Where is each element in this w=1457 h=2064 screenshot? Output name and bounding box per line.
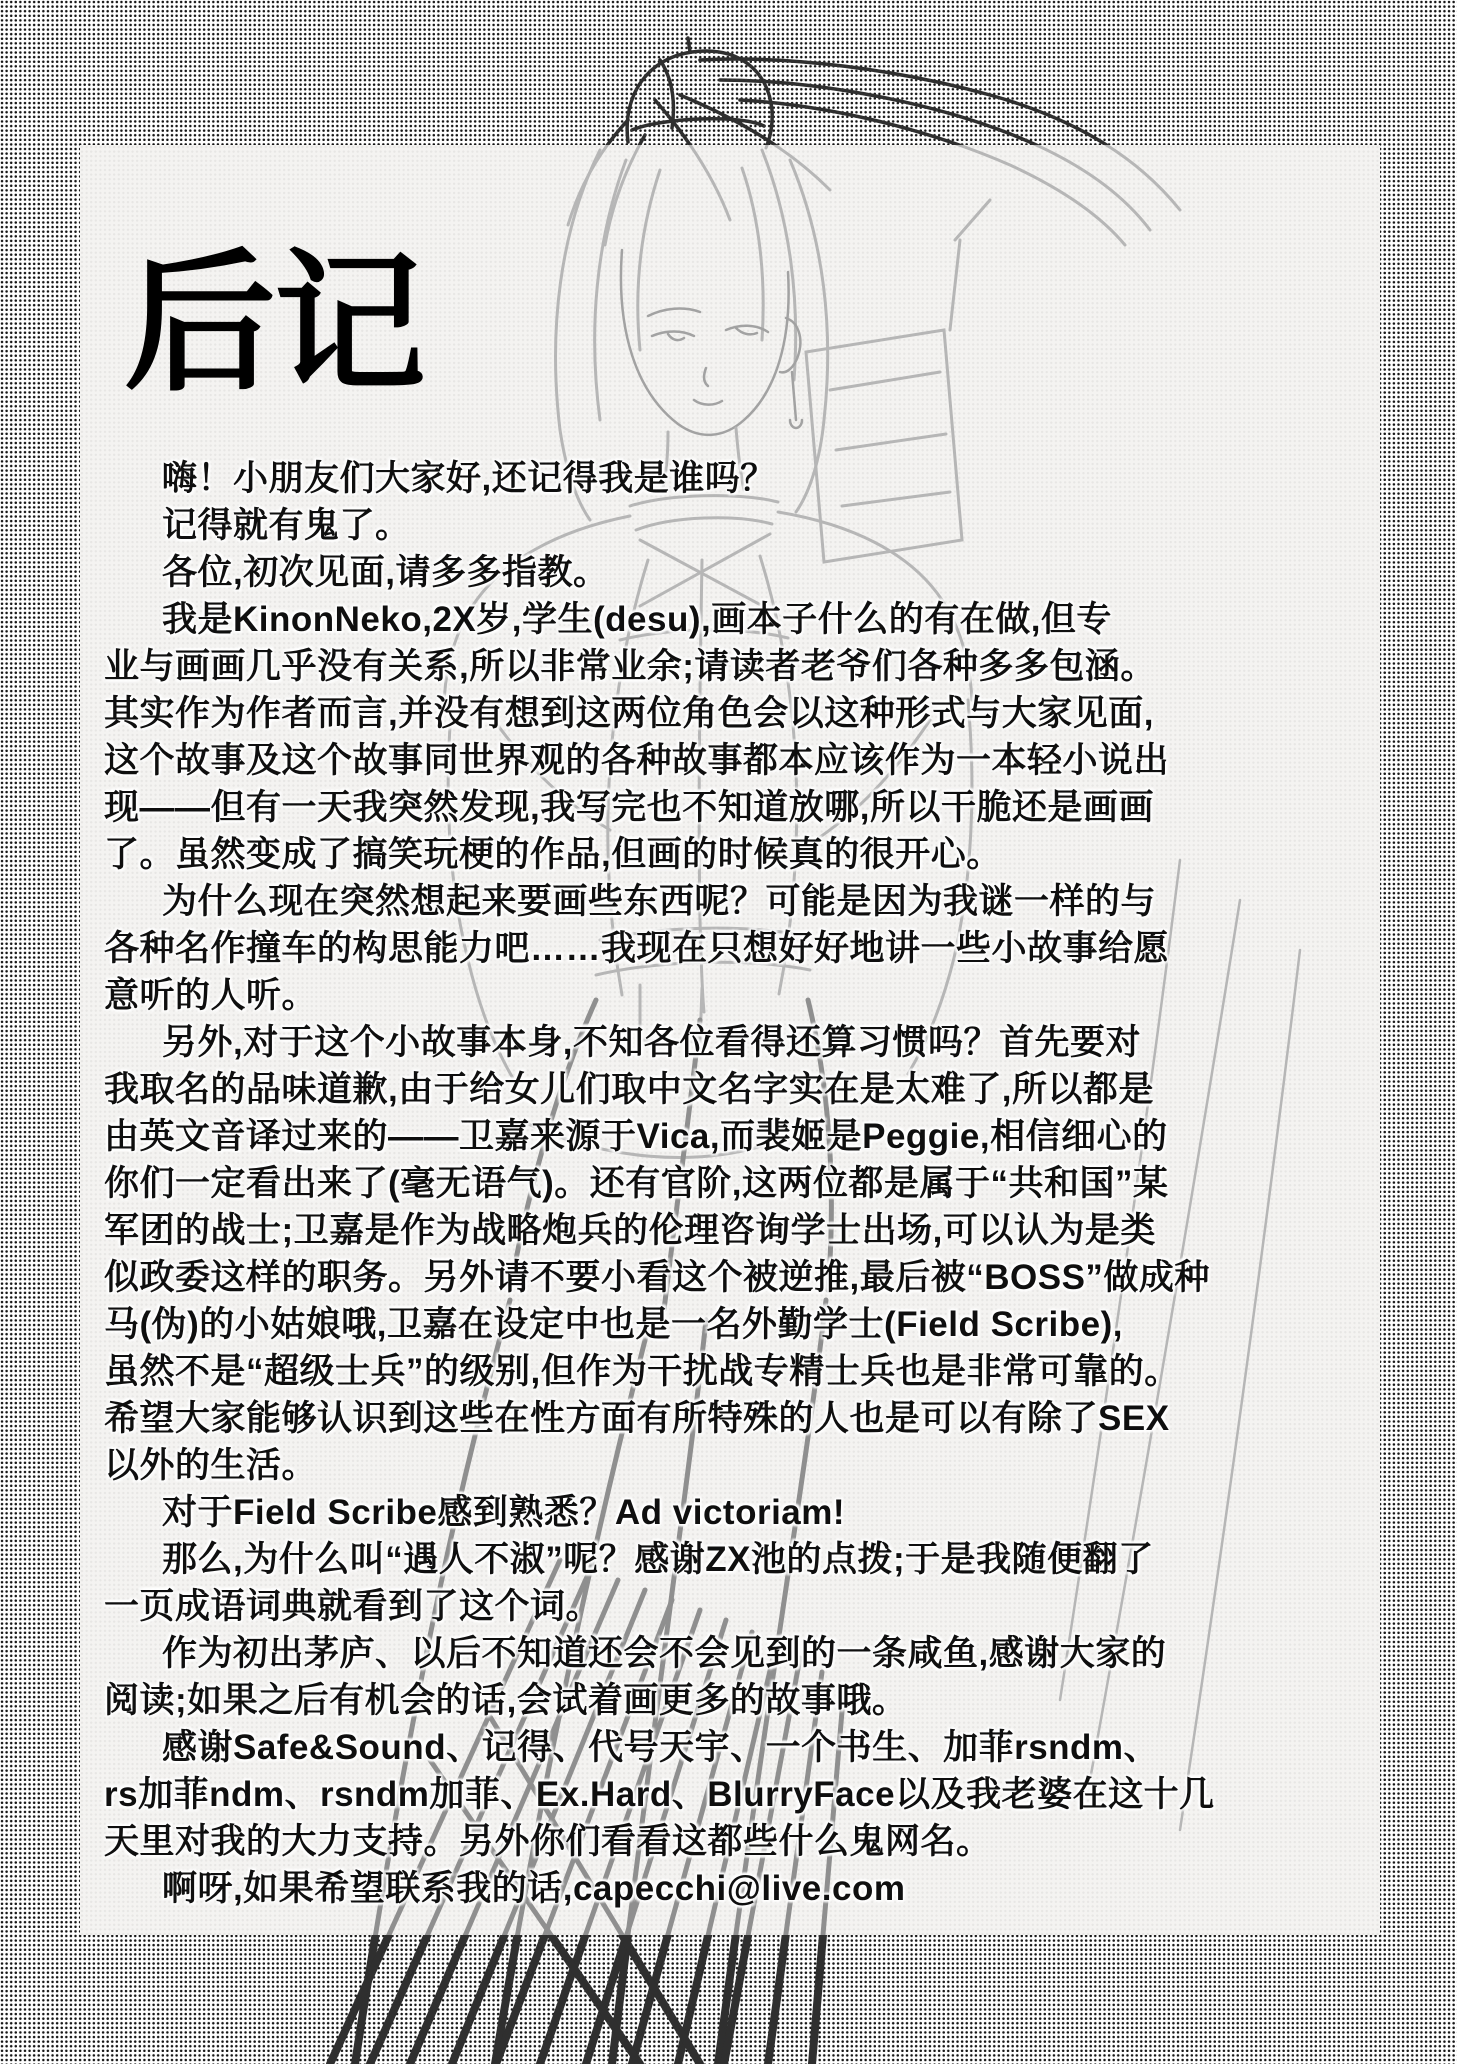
afterword-line: 我取名的品味道歉,由于给女儿们取中文名字实在是太难了,所以都是 [104,1070,1154,1109]
afterword-line: 业与画画几乎没有关系,所以非常业余;请读者老爷们各种多多包涵。 [104,647,1156,686]
afterword-line: 其实作为作者而言,并没有想到这两位角色会以这种形式与大家见面, [104,694,1154,733]
afterword-line: 意听的人听。 [104,976,318,1015]
afterword-line: 你们一定看出来了(毫无语气)。还有官阶,这两位都是属于“共和国”某 [104,1164,1169,1203]
afterword-lines [104,455,1376,1912]
afterword-line: 希望大家能够认识到这些在性方面有所特殊的人也是可以有除了SEX [104,1399,1170,1438]
afterword-line: rs加菲ndm、rsndm加菲、Ex.Hard、BlurryFace以及我老婆在这十几 [104,1775,1215,1814]
afterword-line: 马(伪)的小姑娘哦,卫嘉在设定中也是一名外勤学士(Field Scribe), [104,1305,1123,1344]
afterword-line: 天里对我的大力支持。另外你们看看这都些什么鬼网名。 [104,1822,992,1861]
sketch-dark-top-layer [568,38,1180,245]
afterword-line: 一页成语词典就看到了这个词。 [104,1587,602,1626]
afterword-line: 那么,为什么叫“遇人不淑”呢？感谢ZX池的点拨;于是我随便翻了 [162,1540,1154,1579]
afterword-title: 后记 [124,239,424,409]
afterword-line: 阅读;如果之后有机会的话,会试着画更多的故事哦。 [104,1681,908,1720]
afterword-line: 我是KinonNeko,2X岁,学生(desu),画本子什么的有在做,但专 [162,600,1112,639]
afterword-line: 啊呀,如果希望联系我的话,capecchi@live.com [162,1869,906,1908]
afterword-line: 作为初出茅庐、以后不知道还会不会见到的一条咸鱼,感谢大家的 [162,1634,1167,1673]
afterword-line: 为什么现在突然想起来要画些东西呢？可能是因为我谜一样的与 [162,882,1157,921]
afterword-line: 虽然不是“超级士兵”的级别,但作为干扰战专精士兵也是非常可靠的。 [104,1352,1180,1391]
afterword-line: 对于Field Scribe感到熟悉？Ad victoriam! [162,1493,846,1532]
afterword-line: 以外的生活。 [104,1446,318,1485]
afterword-line: 现——但有一天我突然发现,我写完也不知道放哪,所以干脆还是画画 [104,788,1154,827]
afterword-line: 各种名作撞车的构思能力吧……我现在只想好好地讲一些小故事给愿 [104,929,1170,968]
afterword-line: 另外,对于这个小故事本身,不知各位看得还算习惯吗？首先要对 [162,1023,1141,1062]
afterword-line: 感谢Safe&Sound、记得、代号天宇、一个书生、加菲rsndm、 [162,1728,1160,1767]
afterword-line: 了。虽然变成了搞笑玩梗的作品,但画的时候真的很开心。 [104,835,1002,874]
afterword-line: 这个故事及这个故事同世界观的各种故事都本应该作为一本轻小说出 [104,741,1170,780]
afterword-line: 由英文音译过来的——卫嘉来源于Vica,而裴姬是Peggie,相信细心的 [104,1117,1168,1156]
afterword-line: 各位,初次见面,请多多指教。 [162,553,609,592]
hair-sketch [556,59,1180,520]
afterword-line: 军团的战士;卫嘉是作为战略炮兵的伦理咨询学士出场,可以认为是类 [104,1211,1156,1250]
afterword-line: 似政委这样的职务。另外请不要小看这个被逆推,最后被“BOSS”做成种 [104,1258,1210,1297]
afterword-line: 记得就有鬼了。 [162,506,411,545]
face-sketch [621,250,802,435]
afterword-line: 嗨！小朋友们大家好,还记得我是谁吗？ [162,459,776,498]
